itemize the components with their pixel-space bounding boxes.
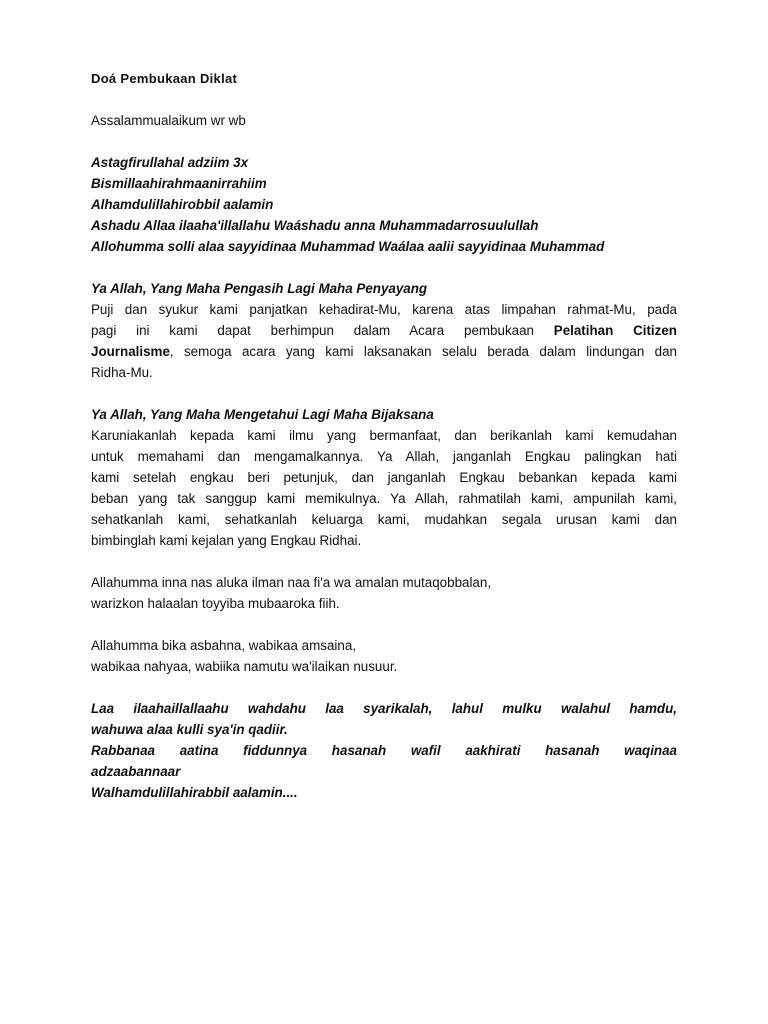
section-2-line-1: Karuniakanlah kepada kami ilmu yang bermanfaat, dan berikanlah kami kemudahan xyxy=(91,428,677,443)
section-1-line-3 xyxy=(91,341,677,362)
section-1-line-2 xyxy=(91,320,677,341)
opening-line-2: Bismillaahirahmaanirrahiim xyxy=(91,176,267,191)
spacer xyxy=(91,131,677,152)
section-2-line-2: untuk memahami dan mengamalkannya. Ya Allah, janganlah Engkau palingkan hati xyxy=(91,449,677,464)
opening-line-1: Astagfirullahal adziim 3x xyxy=(91,155,249,170)
document-title: Doá Pembukaan Diklat xyxy=(91,71,238,86)
section-2-line-4: beban yang tak sanggup kami memikulnya. Ya Allah, rahmatilah kami, ampunilah kami, xyxy=(91,491,677,506)
opening-line-5: Allohumma solli alaa sayyidinaa Muhammad Waálaa aalii sayyidinaa Muhammad xyxy=(91,239,605,254)
section-1-line-2-text: pagi ini kami dapat berhimpun dalam Acara pembukaan xyxy=(91,323,554,338)
spacer xyxy=(91,89,677,110)
spacer xyxy=(91,257,677,278)
greeting: Assalammualaikum wr wb xyxy=(91,113,246,128)
spacer xyxy=(91,614,677,635)
event-name-part-1: Pelatihan Citizen xyxy=(553,323,677,338)
section-2-line-3: kami setelah engkau beri petunjuk, dan janganlah Engkau bebankan kepada kami xyxy=(91,470,677,485)
closing-line-4: adzaabannaar xyxy=(91,764,181,779)
closing-line-3: Rabbanaa aatina fiddunnya hasanah wafil aakhirati hasanah waqinaa xyxy=(91,743,677,758)
opening-line-4: Ashadu Allaa ilaaha'illallahu Waáshadu anna Muhammadarrosuulullah xyxy=(91,218,539,233)
closing-line-5: Walhamdulillahirabbil aalamin.... xyxy=(91,785,298,800)
doa-1-line-1: Allahumma inna nas aluka ilman naa fi'a wa amalan mutaqobbalan, xyxy=(91,575,492,590)
section-1-line-1: Puji dan syukur kami panjatkan kehadirat-Mu, karena atas limpahan rahmat-Mu, pada xyxy=(91,302,677,317)
doa-1-line-2: warizkon halaalan toyyiba mubaaroka fiih. xyxy=(91,596,340,611)
doa-2-line-2: wabikaa nahyaa, wabiika namutu wa'ilaikan nusuur. xyxy=(91,659,398,674)
section-2-line-6: bimbinglah kami kejalan yang Engkau Ridhai. xyxy=(91,533,362,548)
spacer xyxy=(91,551,677,572)
document-body xyxy=(91,68,677,803)
closing-line-1: Laa ilaahaillallaahu wahdahu laa syarikalah, lahul mulku walahul hamdu, xyxy=(91,701,677,716)
section-1-line-3-text: , semoga acara yang kami laksanakan selalu berada dalam lindungan dan xyxy=(169,344,677,359)
event-name-part-2: Journalisme xyxy=(91,344,170,359)
section-2-line-5: sehatkanlah kami, sehatkanlah keluarga kami, mudahkan segala urusan kami dan xyxy=(91,512,677,527)
spacer xyxy=(91,383,677,404)
section-2-heading: Ya Allah, Yang Maha Mengetahui Lagi Maha Bijaksana xyxy=(91,407,434,422)
doa-2-line-1: Allahumma bika asbahna, wabikaa amsaina, xyxy=(91,638,356,653)
closing-line-2: wahuwa alaa kulli sya'in qadiir. xyxy=(91,722,288,737)
spacer xyxy=(91,677,677,698)
section-1-heading: Ya Allah, Yang Maha Pengasih Lagi Maha Penyayang xyxy=(91,281,428,296)
section-1-line-4: Ridha-Mu. xyxy=(91,365,153,380)
opening-line-3: Alhamdulillahirobbil aalamin xyxy=(91,197,274,212)
